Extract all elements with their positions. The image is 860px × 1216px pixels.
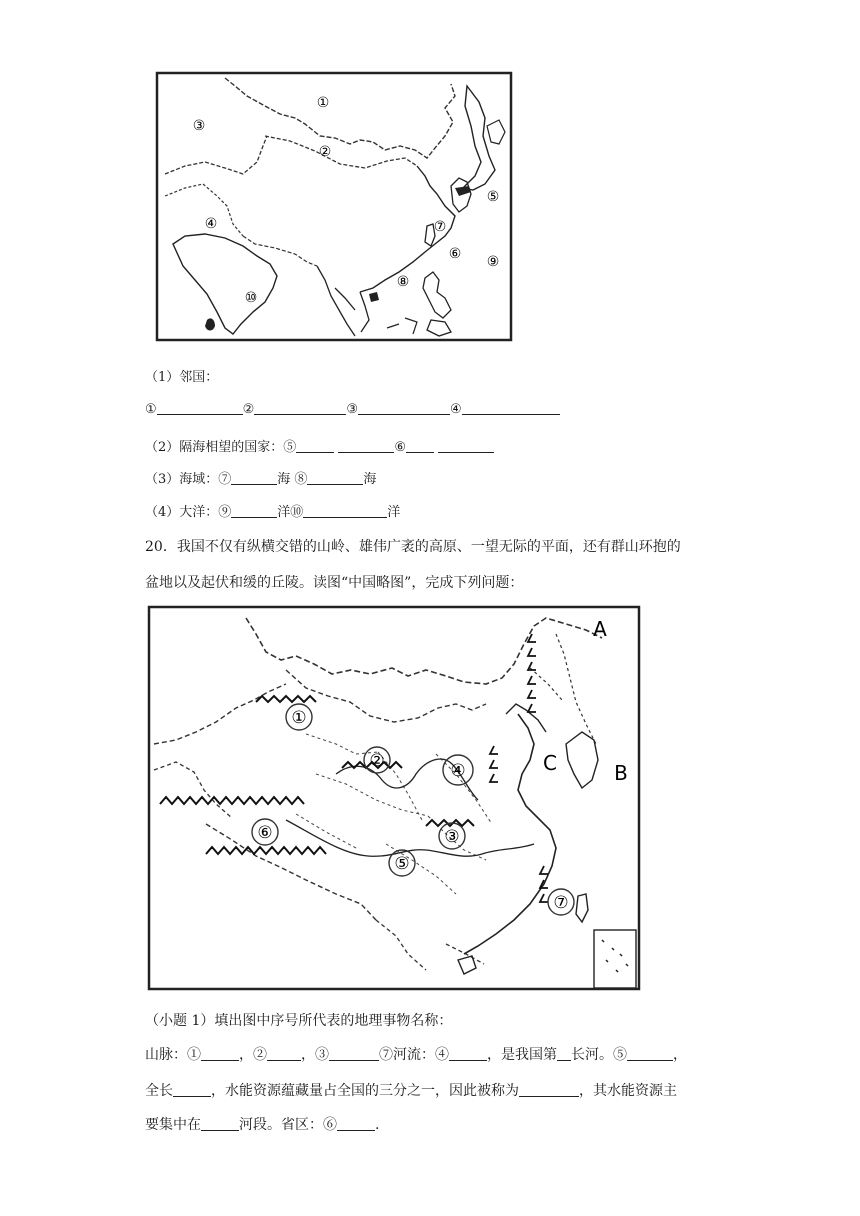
answer-blank-length[interactable]: [173, 1082, 211, 1097]
map1-label-9: ⑨: [486, 254, 500, 270]
answer-blank-3[interactable]: [358, 400, 450, 415]
q20-text-line2: 盆地以及起伏和缓的丘陵。读图“中国略图”，完成下列问题：: [145, 575, 524, 591]
q20-text-line1: 20．我国不仅有纵横交错的山岭、雄伟广袤的高原、一望无际的平面，还有群山环抱的: [145, 539, 681, 555]
map1-label-3: ③: [192, 118, 206, 134]
map1-label-2: ②: [318, 144, 332, 160]
sub1-line3: 要集中在 河段。省区：⑥ .: [145, 1117, 380, 1133]
map1-label-7: ⑦: [433, 219, 447, 235]
q19-part3: （3）海域：⑦ 海 ⑧ 海: [145, 472, 377, 487]
answer-blank-6b[interactable]: [438, 438, 494, 453]
answer-blank-5a[interactable]: [296, 438, 334, 453]
answer-blank-mountain-3[interactable]: [329, 1046, 379, 1061]
map1-label-4: ④: [204, 216, 218, 232]
q19-part1-blanks: ① ② ③ ④: [145, 400, 560, 417]
q19-part4: （4）大洋：⑨ 洋⑩ 洋: [145, 505, 401, 520]
map1-label-10: ⑩: [244, 290, 258, 306]
answer-blank-river-4[interactable]: [449, 1046, 487, 1061]
map2-label-A: A: [593, 617, 607, 641]
answer-blank-8[interactable]: [307, 470, 363, 485]
map1-label-5: ⑤: [486, 189, 500, 205]
answer-blank-mountain-1[interactable]: [201, 1046, 239, 1061]
map1-label-8: ⑧: [396, 274, 410, 290]
map2-label-2: ②: [369, 751, 385, 771]
answer-blank-10[interactable]: [303, 503, 387, 518]
answer-blank-1[interactable]: [157, 400, 243, 415]
map2-label-B: B: [614, 761, 628, 785]
answer-blank-mountain-2[interactable]: [267, 1046, 301, 1061]
q19-part2: （2）隔海相望的国家：⑤ ⑥: [145, 436, 494, 455]
answer-blank-6a[interactable]: [406, 438, 434, 453]
answer-blank-9[interactable]: [231, 503, 277, 518]
sub1-line1: 山脉：① ，② ，③ ⑦河流：④ ，是我国第 长河。⑤ ，: [145, 1047, 687, 1063]
answer-blank-nickname[interactable]: [519, 1082, 579, 1097]
sub1-line2: 全长 ，水能资源蕴藏量占全国的三分之一，因此被称为 ，其水能资源主: [145, 1083, 677, 1099]
answer-blank-2[interactable]: [254, 400, 346, 415]
answer-blank-river-section[interactable]: [201, 1116, 239, 1131]
china-map: [146, 604, 646, 994]
answer-blank-7[interactable]: [231, 470, 277, 485]
answer-blank-4[interactable]: [462, 400, 560, 415]
map2-label-6: ⑥: [257, 823, 273, 843]
map1-label-1: ①: [316, 95, 330, 111]
q19-part1-label: （1）邻国：: [145, 370, 219, 385]
map2-label-1: ①: [291, 708, 307, 728]
asia-map: [155, 66, 537, 342]
sub1-title: （小题 1）填出图中序号所代表的地理事物名称：: [145, 1013, 453, 1029]
map1-label-6: ⑥: [448, 246, 462, 262]
answer-blank-5b[interactable]: [338, 438, 394, 453]
map2-label-5: ⑤: [394, 854, 410, 874]
map2-label-3: ③: [444, 827, 460, 847]
answer-blank-river-rank[interactable]: [557, 1046, 571, 1061]
answer-blank-river-5[interactable]: [627, 1046, 673, 1061]
map2-label-C: C: [543, 751, 557, 775]
asia-map-drawing: [155, 66, 537, 342]
answer-blank-province-6[interactable]: [337, 1116, 375, 1131]
map2-label-4: ④: [450, 761, 466, 781]
map2-label-7: ⑦: [553, 893, 569, 913]
china-map-drawing: [146, 604, 646, 994]
